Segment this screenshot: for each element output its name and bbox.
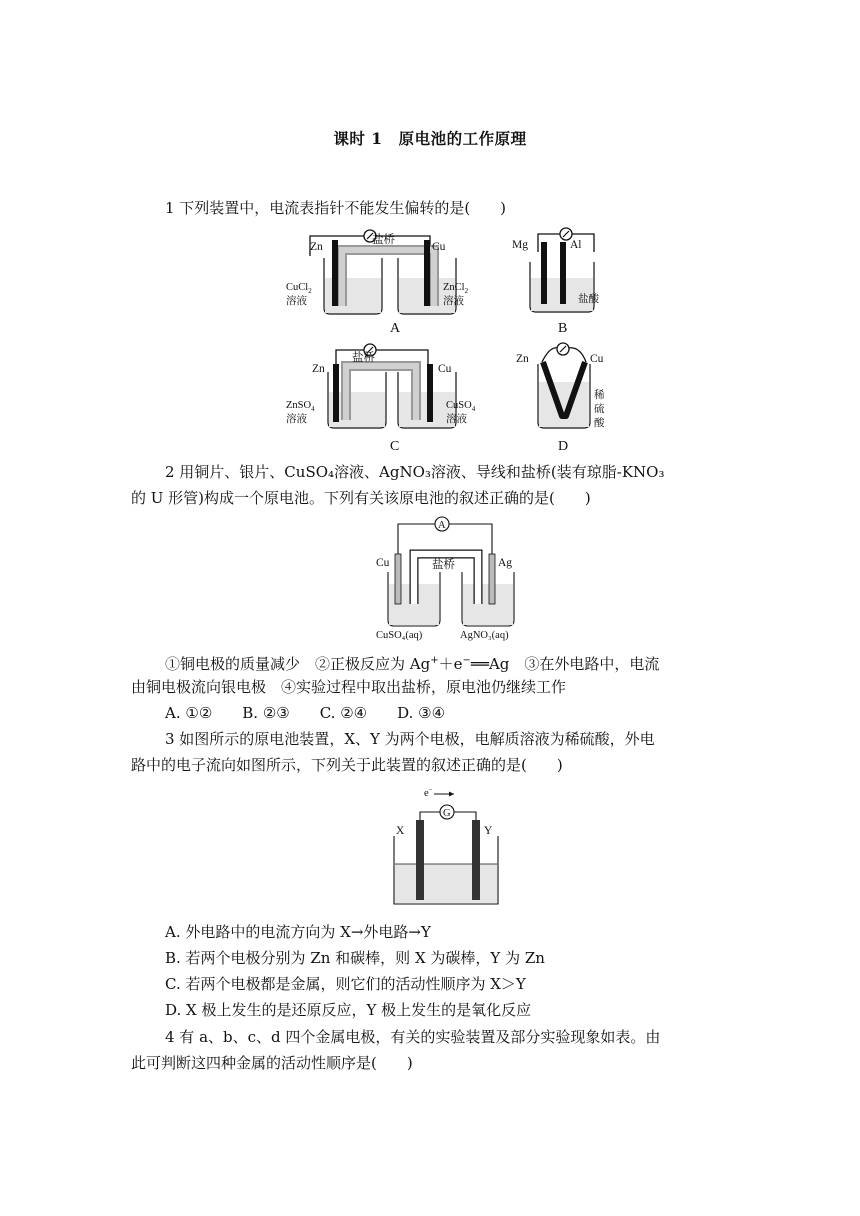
svg-text:溶液: 溶液 xyxy=(286,414,307,425)
svg-text:CuSO4: CuSO$_4$ xyxy=(446,400,476,413)
question-2-statements-line2: 由铜电极流向银电极 ④实验过程中取出盐桥，原电池仍继续工作 xyxy=(131,678,567,696)
question-1-stem: 1 下列装置中，电流表指针不能发生偏转的是( ) xyxy=(165,199,507,217)
svg-text:Y: Y xyxy=(484,825,493,837)
svg-text:ZnCl2: ZnCl$_2$ xyxy=(443,282,469,295)
question-3-stem-line2: 路中的电子流向如图所示，下列关于此装置的叙述正确的是( ) xyxy=(131,756,563,774)
svg-text:溶液: 溶液 xyxy=(443,296,464,307)
svg-text:盐桥: 盐桥 xyxy=(372,234,395,246)
svg-text:溶液: 溶液 xyxy=(286,296,307,307)
cu-electrode xyxy=(395,554,401,604)
question-4-stem-line1: 4 有 a、b、c、d 四个金属电极，有关的实验装置及部分实验现象如表。由 xyxy=(165,1028,661,1046)
svg-text:盐桥: 盐桥 xyxy=(432,559,455,571)
zn-electrode xyxy=(333,364,339,422)
figure-1d xyxy=(510,338,620,456)
mg-electrode xyxy=(541,242,547,304)
question-3-option-a: A. 外电路中的电流方向为 X→外电路→Y xyxy=(165,923,431,941)
question-4-stem-line2: 此可判断这四种金属的活动性顺序是( ) xyxy=(131,1054,413,1072)
question-3-option-b: B. 若两个电极分别为 Zn 和碳棒，则 X 为碳棒，Y 为 Zn xyxy=(165,949,545,967)
svg-text:酸: 酸 xyxy=(594,418,605,429)
svg-text:Cu: Cu xyxy=(590,353,604,365)
svg-text:Cu: Cu xyxy=(432,241,446,253)
ag-electrode xyxy=(489,554,495,604)
question-2-stem-line1: 2 用铜片、银片、CuSO₄溶液、AgNO₃溶液、导线和盐桥(装有琼脂-KNO₃ xyxy=(165,463,665,481)
question-2-options: A. ①② B. ②③ C. ②④ D. ③④ xyxy=(165,704,446,722)
figure-1b-caption: B xyxy=(558,321,568,336)
arrow-right-icon xyxy=(449,792,454,797)
cu-electrode xyxy=(427,364,433,422)
figure-2 xyxy=(370,514,530,644)
figure-1c-caption: C xyxy=(390,439,400,454)
figure-1c xyxy=(280,340,490,456)
svg-text:AgNO₃(aq): AgNO₃(aq) xyxy=(460,630,509,641)
zn-electrode xyxy=(332,240,338,306)
figure-3 xyxy=(388,786,508,910)
question-2-stem-line2: 的 U 形管)构成一个原电池。下列有关该原电池的叙述正确的是( ) xyxy=(131,489,591,507)
svg-text:X: X xyxy=(396,825,405,837)
figure-1b xyxy=(508,222,618,338)
question-3-option-d: D. X 极上发生的是还原反应，Y 极上发生的是氧化反应 xyxy=(165,1001,532,1019)
svg-text:Ag: Ag xyxy=(498,557,513,569)
svg-text:Zn: Zn xyxy=(312,363,325,375)
page-title: 课时 1 原电池的工作原理 xyxy=(333,129,527,148)
svg-text:CuSO₄(aq): CuSO₄(aq) xyxy=(376,630,423,641)
svg-text:e−: e− xyxy=(424,786,433,799)
svg-text:稀: 稀 xyxy=(594,390,605,401)
question-2-statements-line1: ①铜电极的质量减少 ②正极反应为 Ag+＋e−══Ag ③在外电路中，电流 xyxy=(165,655,660,673)
figure-1a xyxy=(280,226,480,338)
svg-text:盐桥: 盐桥 xyxy=(352,352,375,364)
svg-text:Zn: Zn xyxy=(310,241,323,253)
svg-text:溶液: 溶液 xyxy=(446,414,467,425)
question-3-stem-line1: 3 如图所示的原电池装置，X、Y 为两个电极，电解质溶液为稀硫酸，外电 xyxy=(165,730,655,748)
svg-text:Cu: Cu xyxy=(376,557,390,569)
y-electrode xyxy=(472,820,480,900)
svg-text:硫: 硫 xyxy=(594,404,605,415)
svg-text:Zn: Zn xyxy=(516,353,529,365)
svg-text:G: G xyxy=(443,808,451,819)
svg-text:A: A xyxy=(438,520,446,531)
cu-electrode xyxy=(424,240,430,306)
figure-1a-caption: A xyxy=(390,321,401,336)
x-electrode xyxy=(416,820,424,900)
svg-text:CuCl2: CuCl$_2$ xyxy=(286,282,312,295)
svg-text:ZnSO4: ZnSO$_4$ xyxy=(286,400,315,413)
question-3-option-c: C. 若两个电极都是金属，则它们的活动性顺序为 X＞Y xyxy=(165,975,526,993)
svg-text:Cu: Cu xyxy=(438,363,452,375)
figure-1d-caption: D xyxy=(558,439,569,454)
al-electrode xyxy=(560,242,566,304)
svg-text:Al: Al xyxy=(570,239,582,251)
svg-text:盐酸: 盐酸 xyxy=(578,294,599,305)
svg-text:Mg: Mg xyxy=(512,239,528,251)
